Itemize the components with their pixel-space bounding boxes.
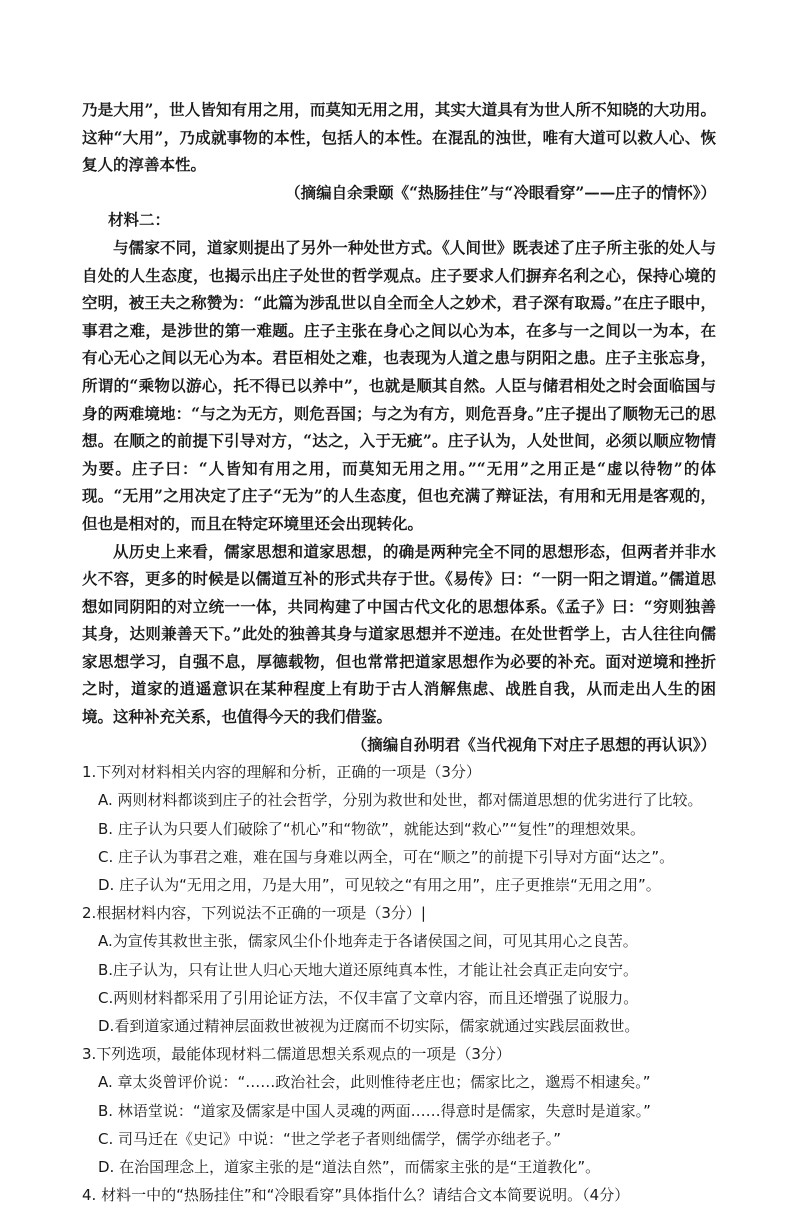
material1-source: （摘编自余秉颐《“热肠挂住”与“冷眼看穿”——庄子的情怀》） bbox=[285, 182, 716, 202]
material2-paragraph-2: 从历史上来看，儒家思想和道家思想，的确是两种完全不同的思想形态，但两者并非水火不容，更多的时候是以儒道互补的形式共存于世。《易传》曰：“一阴一阳之谓道。”儒道思想如同阴阳的对立统一一体，共同构建了中国古代文化的思想体系。《孟子》曰：“穷则独善其身，达则兼善天下。”此处的独善其身与道家思想并不逆违。在处世哲学上，古人往往向儒家思想学习，自强不息，厚德载物，但也常常把道家思想作为必要的补充。面对逆境和挫折之时，道家的逍遥意识在某种程度上有助于古人消解焦虑、战胜自我，从而走出人生的困境。这种补充关系，也值得今天的我们借鉴。 bbox=[82, 541, 716, 727]
option-a: A.为宣传其救世主张，儒家风尘仆仆地奔走于各诸侯国之间，可见其用心之良苦。 bbox=[98, 932, 638, 951]
question-stem: 3.下列选项，最能体现材料二儒道思想关系观点的一项是（3分） bbox=[82, 1045, 511, 1064]
material2-source: （摘编自孙明君《当代视角下对庄子思想的再认识》） bbox=[351, 734, 716, 754]
questions-section bbox=[82, 758, 716, 1209]
material1-ending-paragraph: 乃是大用”，世人皆知有用之用，而莫知无用之用，其实大道具有为世人所不知晓的大功用。这种“大用”，乃成就事物的本性，包括人的本性。在混乱的浊世，唯有大道可以救人心、恢复人的淳善本性。 bbox=[82, 100, 716, 175]
question-1 bbox=[82, 758, 716, 899]
material2-section bbox=[82, 206, 716, 758]
option-b: B. 庄子认为只要人们破除了“机心”和“物欲”，就能达到“救心”“复性”的理想效果。 bbox=[98, 819, 645, 838]
option-b: B.庄子认为，只有让世人归心天地大道还原纯真本性，才能让社会真正走向安宁。 bbox=[98, 960, 639, 979]
question-4 bbox=[82, 1181, 716, 1209]
question-stem: 1.下列对材料相关内容的理解和分析，正确的一项是（3分） bbox=[82, 763, 481, 782]
option-d: D.看到道家通过精神层面救世被视为迂腐而不切实际，儒家就通过实践层面救世。 bbox=[98, 1017, 640, 1036]
question-stem: 4. 材料一中的“热肠挂住”和“冷眼看穿”具体指什么？请结合文本简要说明。（4分） bbox=[82, 1186, 630, 1205]
question-3 bbox=[82, 1040, 716, 1181]
question-2 bbox=[82, 899, 716, 1040]
option-d: D. 庄子认为“无用之用，乃是大用”，可见较之“有用之用”，庄子更推崇“无用之用”。 bbox=[98, 876, 661, 895]
option-a: A. 章太炎曾评价说：“……政治社会，此则惟待老庄也；儒家比之，邈焉不相逮矣。” bbox=[98, 1073, 651, 1092]
question-stem: 2.根据材料内容，下列说法不正确的一项是（3分）| bbox=[82, 904, 426, 923]
option-b: B. 林语堂说：“道家及儒家是中国人灵魂的两面……得意时是儒家，失意时是道家。” bbox=[98, 1101, 651, 1120]
option-d: D. 在治国理念上，道家主张的是“道法自然”，而儒家主张的是“王道教化”。 bbox=[98, 1158, 601, 1177]
material2-heading: 材料二： bbox=[108, 210, 171, 230]
material2-paragraph-1: 与儒家不同，道家则提出了另外一种处世方式。《人间世》既表述了庄子所主张的处人与自处的人生态度，也揭示出庄子处世的哲学观点。庄子要求人们摒弃名利之心，保持心境的空明，被王夫之称赞为：“此篇为涉乱世以自全而全人之妙术，君子深有取焉。”在庄子眼中，事君之难，是涉世的第一难题。庄子主张在身心之间以心为本，在多与一之间以一为本，在有心无心之间以无心为本。君臣相处之难，也表现为人道之患与阴阳之患。庄子主张忘身，所谓的“乘物以游心，托不得已以养中”，也就是顺其自然。人臣与储君相处之时会面临国与身的两难境地：“与之为无方，则危吾国；与之为有方，则危吾身。”庄子提出了顺物无己的思想。在顺之的前提下引导对方，“达之，入于无疵”。庄子认为，人处世间，必须以顺应物情为要。庄子曰：“人皆知有用之用，而莫知无用之用。”“无用”之用正是“虚以待物”的体现。“无用”之用决定了庄子“无为”的人生态度，但也充满了辩证法，有用和无用是客观的，但也是相对的，而且在特定环境里还会出现转化。 bbox=[82, 237, 716, 533]
material1-section bbox=[82, 96, 716, 206]
option-c: C. 司马迁在《史记》中说：“世之学老子者则绌儒学，儒学亦绌老子。” bbox=[98, 1129, 562, 1148]
option-a: A. 两则材料都谈到庄子的社会哲学，分别为救世和处世，都对儒道思想的优劣进行了比较。 bbox=[98, 791, 703, 810]
option-c: C. 庄子认为事君之难，难在国与身难以两全，可在“顺之”的前提下引导对方面“达之”。 bbox=[98, 847, 675, 866]
option-c: C.两则材料都采用了引用论证方法，不仅丰富了文章内容，而且还增强了说服力。 bbox=[98, 988, 639, 1007]
